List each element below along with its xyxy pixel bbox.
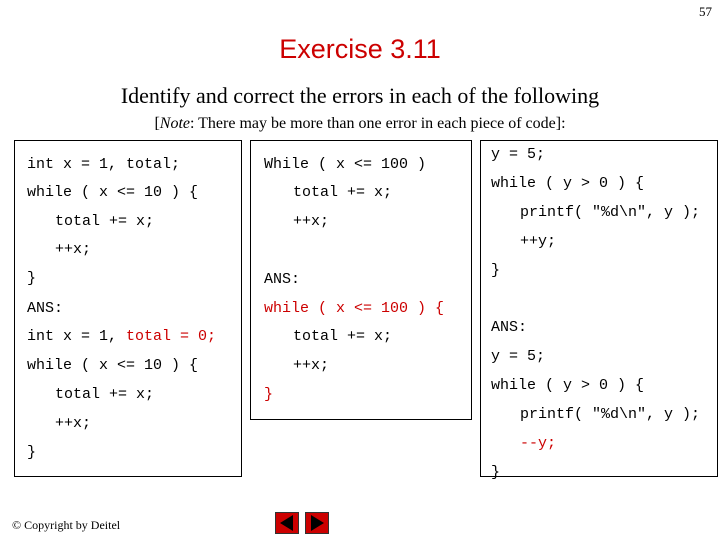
note-label: Note [159,115,190,132]
code-box-b [250,140,472,420]
answer-label: ANS: [27,300,64,317]
code-line: while ( y > 0 ) { [491,175,645,192]
answer-label: ANS: [264,271,301,288]
code-correction: } [264,386,274,403]
code-line: total += x; [293,328,393,345]
code-line [27,328,216,345]
code-box-c [480,140,718,481]
note-line [0,115,720,133]
code-line: ++x; [55,241,92,258]
right-arrow-icon [306,513,328,533]
note-open: [ [154,115,160,132]
code-box-a [14,140,242,477]
code-line: } [491,262,501,279]
code-line: } [27,270,37,287]
code-correction: --y; [520,435,557,452]
code-line: While ( x <= 100 ) [264,156,427,173]
code-line: printf( "%d\n", y ); [520,406,701,423]
code-line: total += x; [293,184,393,201]
code-line: y = 5; [491,348,546,365]
answer-label: ANS: [491,319,528,336]
next-slide-button[interactable] [305,512,329,534]
code-line: while ( x <= 10 ) { [27,184,199,201]
note-text: : There may be more than one error in each piece of code]: [190,115,566,132]
code-line: y = 5; [491,146,546,163]
code-line: total += x; [55,386,155,403]
code-line: ++x; [293,357,330,374]
code-line: while ( x <= 10 ) { [27,357,199,374]
code-line: ++x; [293,213,330,230]
slide-title: Exercise 3.11 [279,34,441,64]
code-line: } [491,464,501,481]
code-line: printf( "%d\n", y ); [520,204,701,221]
code-line: ++x; [55,415,92,432]
code-line: int x = 1, total; [27,156,181,173]
copyright-notice: © Copyright by Deitel [12,518,121,532]
code-correction: while ( x <= 100 ) { [264,300,445,317]
code-correction: total = 0; [126,328,217,345]
code-line: } [27,444,37,461]
code-plain: int x = 1, [27,328,127,345]
code-line: while ( y > 0 ) { [491,377,645,394]
page-number: 57 [699,4,712,19]
left-arrow-icon [276,513,298,533]
previous-slide-button[interactable] [275,512,299,534]
code-line: ++y; [520,233,557,250]
slide-subtitle: Identify and correct the errors in each of the following [120,83,600,108]
code-line: total += x; [55,213,155,230]
